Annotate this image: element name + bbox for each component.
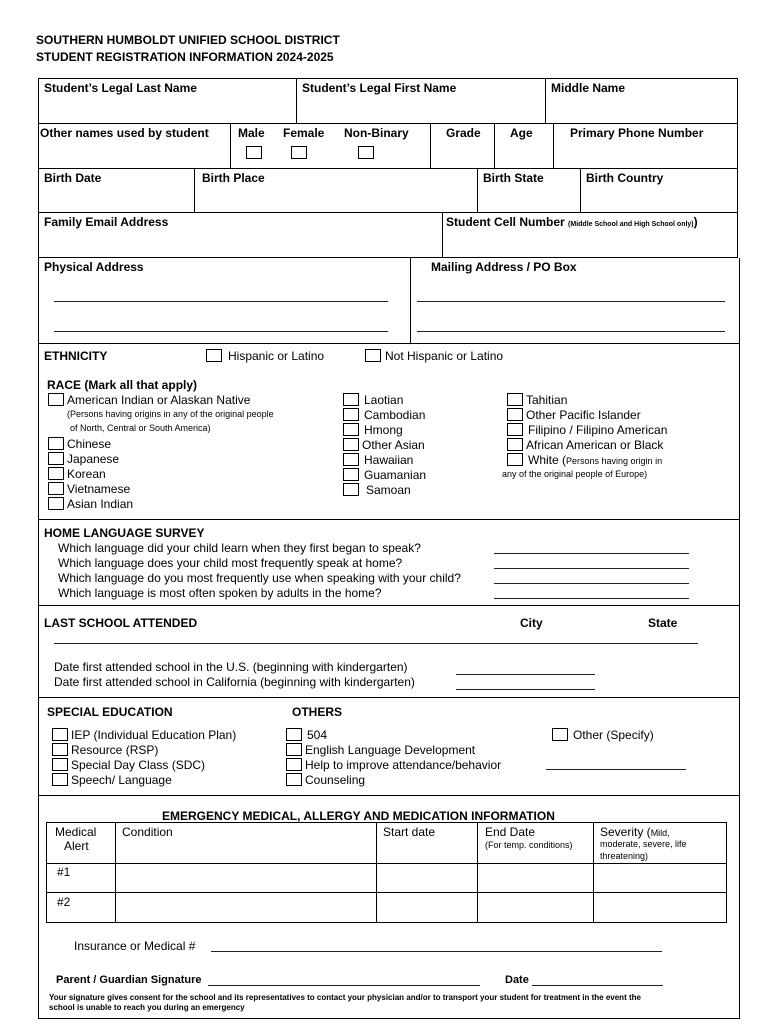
phone-label: Primary Phone Number [570,126,704,140]
start-date-2-field[interactable] [378,894,476,922]
middle-name-label: Middle Name [551,81,626,95]
home-language-question: Which language does your child most frequently speak at home? [58,556,403,570]
mailing-address-line1[interactable] [417,301,725,302]
grid-col-divider [230,123,231,168]
last-school-state-label: State [648,616,678,630]
american-indian-checkbox[interactable] [48,393,64,406]
speech-checkbox[interactable] [52,773,68,786]
american-indian-note: (Persons having origins in any of the original people [67,409,274,419]
race-option-label: Guamanian [364,468,427,482]
race-option-label: Vietnamese [67,482,131,496]
home-language-answer[interactable] [494,583,689,584]
other-pacific-islander-checkbox[interactable] [507,408,523,421]
last-school-line[interactable] [54,643,698,644]
ethnicity-label: ETHNICITY [44,349,108,363]
grid-col-divider [430,123,431,168]
emergency-row-label: #1 [57,865,71,879]
condition-2-field[interactable] [117,894,375,922]
not-hispanic-checkbox[interactable] [365,349,381,362]
col-condition: Condition [122,825,173,839]
emergency-table-col-divider [376,822,377,923]
others-option: 504 [307,728,328,742]
korean-checkbox[interactable] [48,467,64,480]
consent-text: Your signature gives consent for the school and its representatives to contact your physician and/or to transport your student for treatment in the event the [49,993,641,1002]
asian-indian-checkbox[interactable] [48,497,64,510]
special-ed-option: Resource (RSP) [71,743,159,757]
grid-row-divider [38,212,738,213]
birth-date-field[interactable] [40,186,192,210]
emergency-table-col-divider [115,822,116,923]
nonbinary-checkbox[interactable] [358,146,374,159]
grid-row-divider [38,123,738,124]
family-email-field[interactable] [40,230,440,256]
last-school-title: LAST SCHOOL ATTENDED [44,616,198,630]
date-ca-label: Date first attended school in California (beginning with kindergarten) [54,675,415,689]
birth-date-label: Birth Date [44,171,102,185]
grid-col-divider [580,168,581,212]
physical-address-label: Physical Address [44,260,144,274]
birth-place-field[interactable] [196,186,475,210]
hispanic-checkbox[interactable] [206,349,222,362]
signature-field[interactable] [208,985,480,986]
consent-text: school is unable to reach you during an emergency [49,1003,245,1012]
home-language-question: Which language is most often spoken by adults in the home? [58,586,382,600]
special-ed-option: Special Day Class (SDC) [71,758,206,772]
home-language-question: Which language do you most frequently use when speaking with your child? [58,571,461,585]
grid-col-divider [494,123,495,168]
female-label: Female [283,126,325,140]
first-name-label: Student’s Legal First Name [302,81,457,95]
others-option: Counseling [305,773,366,787]
white-note: any of the original people of Europe) [502,469,648,479]
start-date-1-field[interactable] [378,865,476,891]
african-american-checkbox[interactable] [507,438,523,451]
col-start-date: Start date [383,825,436,839]
rsp-checkbox[interactable] [52,743,68,756]
other-specify-label: Other (Specify) [573,728,654,742]
emergency-table-col-divider [593,822,594,923]
race-option-label: Filipino / Filipino American [528,423,668,437]
race-option-label: Japanese [67,452,120,466]
guamanian-checkbox[interactable] [343,468,359,481]
sdc-checkbox[interactable] [52,758,68,771]
birth-state-label: Birth State [483,171,544,185]
counseling-checkbox[interactable] [286,773,302,786]
not-hispanic-label: Not Hispanic or Latino [385,349,504,363]
japanese-checkbox[interactable] [48,452,64,465]
white-checkbox[interactable] [507,453,523,466]
other-specify-field[interactable] [546,769,686,770]
family-email-label: Family Email Address [44,215,169,229]
grade-field[interactable] [432,141,492,166]
student-cell-text: Student Cell Number [446,215,565,229]
grid-row-divider [38,168,738,169]
special-ed-option: IEP (Individual Education Plan) [71,728,237,742]
emergency-table-row-divider [46,863,727,864]
iep-checkbox[interactable] [52,728,68,741]
grid-col-divider [442,212,443,258]
col-severity-note: moderate, severe, life [600,839,687,849]
emergency-table-col-divider [477,822,478,923]
birth-place-label: Birth Place [202,171,265,185]
date-us-label: Date first attended school in the U.S. (beginning with kindergarten) [54,660,408,674]
student-cell-field[interactable] [444,230,736,256]
col-medical-alert: Medical [55,825,97,839]
address-divider [410,258,411,344]
hmong-checkbox[interactable] [343,423,359,436]
race-option-label: Samoan [366,483,411,497]
hawaiian-checkbox[interactable] [343,453,359,466]
504-checkbox[interactable] [286,728,302,741]
date-ca-field[interactable] [456,689,595,690]
eld-checkbox[interactable] [286,743,302,756]
student-cell-label [446,216,698,228]
last-school-city-label: City [520,616,543,630]
signature-label: Parent / Guardian Signature [56,974,202,986]
race-option-label: Other Asian [362,438,425,452]
special-ed-option: Speech/ Language [71,773,172,787]
middle-name-field[interactable] [547,96,736,121]
phone-field[interactable] [555,141,736,166]
race-option-label: Other Pacific Islander [526,408,641,422]
cambodian-checkbox[interactable] [343,408,359,421]
attendance-checkbox[interactable] [286,758,302,771]
race-option-label: Hawaiian [364,453,414,467]
col-severity-note: threatening) [600,851,649,861]
race-option-label: African American or Black [526,438,664,452]
date-label: Date [505,974,529,986]
physical-address-line2[interactable] [54,331,388,332]
insurance-field[interactable] [211,951,662,952]
col-severity [600,826,670,838]
date-us-field[interactable] [456,674,595,675]
col-severity-text: Severity ( [600,825,651,839]
other-asian-checkbox[interactable] [343,438,359,451]
white-note: Persons having origin in [566,456,663,466]
col-severity-note: Mild, [650,828,670,838]
grade-label: Grade [446,126,481,140]
emergency-title: EMERGENCY MEDICAL, ALLERGY AND MEDICATION INFORMATION [162,809,555,823]
chinese-checkbox[interactable] [48,437,64,450]
student-cell-note: (Middle School and High School only) [568,221,694,228]
other-names-field[interactable] [40,141,228,166]
other-specify-checkbox[interactable] [552,728,568,741]
white-label [528,454,662,466]
female-checkbox[interactable] [291,146,307,159]
emergency-table-row-divider [46,892,727,893]
birth-state-field[interactable] [479,186,578,210]
mailing-address-label: Mailing Address / PO Box [431,260,577,274]
emergency-row-label: #2 [57,895,71,909]
race-option-label: Hmong [364,423,403,437]
col-end-date: End Date [485,825,536,839]
filipino-checkbox[interactable] [507,423,523,436]
end-date-1-field[interactable] [479,865,592,891]
nonbinary-label: Non-Binary [344,126,409,140]
col-end-date-note: (For temp. conditions) [485,840,573,850]
grid-col-divider [553,123,554,168]
american-indian-note: of North, Central or South America) [70,423,211,433]
grid-col-divider [477,168,478,212]
date-field[interactable] [532,985,663,986]
age-field[interactable] [496,141,551,166]
race-option-label: Chinese [67,437,112,451]
race-option-label: Asian Indian [67,497,134,511]
tahitian-checkbox[interactable] [507,393,523,406]
male-checkbox[interactable] [246,146,262,159]
white-text: White ( [528,453,567,467]
mailing-address-line2[interactable] [417,331,725,332]
first-name-field[interactable] [298,96,543,121]
severity-2-field[interactable] [595,894,726,922]
age-label: Age [510,126,533,140]
grid-col-divider [194,168,195,212]
col-medical-alert: Alert [64,839,89,853]
samoan-checkbox[interactable] [343,483,359,496]
american-indian-label: American Indian or Alaskan Native [67,393,251,407]
grid-col-divider [545,78,546,123]
other-names-label: Other names used by student [40,126,209,140]
laotian-checkbox[interactable] [343,393,359,406]
hispanic-label: Hispanic or Latino [228,349,325,363]
home-language-answer[interactable] [494,553,689,554]
home-language-title: HOME LANGUAGE SURVEY [44,526,205,540]
home-language-question: Which language did your child learn when they first began to speak? [58,541,421,555]
birth-country-field[interactable] [582,186,736,210]
vietnamese-checkbox[interactable] [48,482,64,495]
birth-country-label: Birth Country [586,171,664,185]
last-name-label: Student’s Legal Last Name [44,81,197,95]
end-date-2-field[interactable] [479,894,592,922]
race-option-label: Laotian [364,393,404,407]
physical-address-line1[interactable] [54,301,388,302]
last-name-field[interactable] [40,96,294,121]
male-label: Male [238,126,265,140]
student-cell-paren: ) [693,215,698,229]
race-option-label: Cambodian [364,408,426,422]
race-option-label: Korean [67,467,106,481]
others-option: Help to improve attendance/behavior [305,758,502,772]
home-language-answer[interactable] [494,568,689,569]
severity-1-field[interactable] [595,865,726,891]
district-title: SOUTHERN HUMBOLDT UNIFIED SCHOOL DISTRICT [36,33,340,47]
others-title: OTHERS [292,705,343,719]
race-option-label: Tahitian [526,393,568,407]
others-option: English Language Development [305,743,476,757]
grid-col-divider [296,78,297,123]
form-title: STUDENT REGISTRATION INFORMATION 2024-2025 [36,50,334,64]
special-ed-title: SPECIAL EDUCATION [47,705,173,719]
condition-1-field[interactable] [117,865,375,891]
race-label: RACE (Mark all that apply) [47,378,198,392]
insurance-label: Insurance or Medical # [74,939,196,953]
home-language-answer[interactable] [494,598,689,599]
